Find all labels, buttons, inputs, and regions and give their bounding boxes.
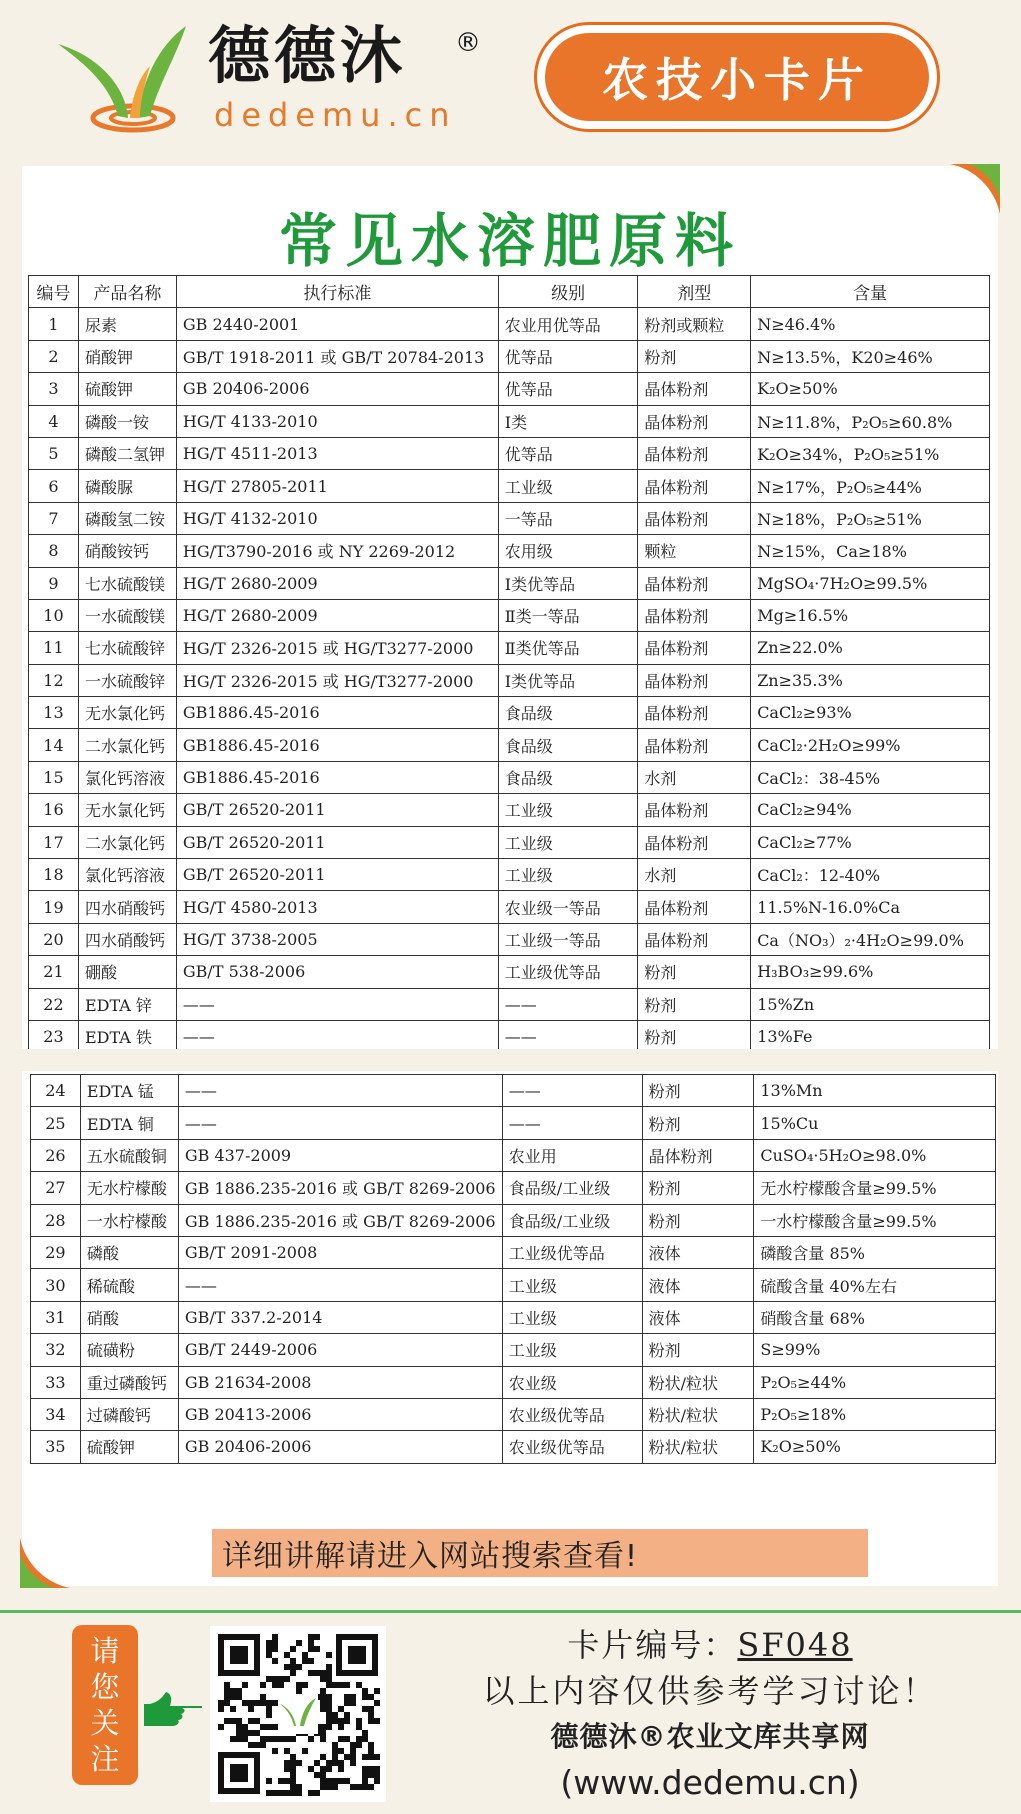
cell-form: 晶体粉剂	[638, 405, 751, 437]
cell-form: 粉剂	[638, 956, 751, 988]
cell-number: 30	[31, 1269, 81, 1301]
site-url-link[interactable]: (www.dedemu.cn)	[560, 1763, 860, 1802]
cell-form: 粉剂或颗粒	[638, 308, 751, 340]
cell-form: 晶体粉剂	[638, 923, 751, 955]
cell-product: 二水氯化钙	[78, 826, 176, 858]
footer-info	[420, 1622, 1000, 1806]
cell-grade: Ⅰ类	[498, 405, 638, 437]
cell-product: EDTA 铁	[78, 1020, 176, 1052]
cell-grade: Ⅱ类一等品	[498, 599, 638, 631]
cell-number: 5	[29, 437, 79, 469]
cell-number: 6	[29, 470, 79, 502]
table-row	[29, 373, 990, 405]
cell-form: 液体	[642, 1301, 754, 1333]
cell-form: 晶体粉剂	[638, 794, 751, 826]
cell-number: 12	[29, 664, 79, 696]
cell-grade: 农业级优等品	[502, 1398, 642, 1430]
table-header-row	[29, 276, 990, 308]
cell-standard: GB 2440-2001	[176, 308, 498, 340]
cell-grade: 食品级	[498, 761, 638, 793]
cell-number: 33	[31, 1366, 81, 1398]
cell-product: 磷酸脲	[78, 470, 176, 502]
qr-code-icon[interactable]	[210, 1626, 386, 1802]
cell-content: 11.5%N-16.0%Ca	[751, 891, 990, 923]
table-row	[29, 794, 990, 826]
cell-number: 25	[31, 1107, 81, 1139]
cell-form: 水剂	[638, 761, 751, 793]
footer-divider	[0, 1610, 1021, 1613]
cell-content: 13%Fe	[751, 1020, 990, 1052]
table-row	[29, 859, 990, 891]
cell-grade: 工业级	[502, 1301, 642, 1333]
cell-content: CaCl₂：38-45%	[751, 761, 990, 793]
cell-standard: HG/T 4580-2013	[176, 891, 498, 923]
cell-number: 16	[29, 794, 79, 826]
cell-content: 磷酸含量 85%	[754, 1236, 996, 1268]
cell-product: 硼酸	[78, 956, 176, 988]
cell-grade: 工业级优等品	[498, 956, 638, 988]
cell-number: 1	[29, 308, 79, 340]
cell-product: EDTA 锰	[80, 1075, 178, 1107]
cell-product: 无水氯化钙	[78, 697, 176, 729]
table-row	[31, 1269, 996, 1301]
cell-product: EDTA 锌	[78, 988, 176, 1020]
header	[0, 0, 1021, 150]
cell-product: 七水硫酸锌	[78, 632, 176, 664]
cell-content: 15%Cu	[754, 1107, 996, 1139]
cell-standard: GB 21634-2008	[178, 1366, 502, 1398]
cell-form: 晶体粉剂	[638, 697, 751, 729]
cell-product: 七水硫酸镁	[78, 567, 176, 599]
cell-grade: 工业级	[498, 794, 638, 826]
cell-number: 17	[29, 826, 79, 858]
cell-standard: HG/T 2326-2015 或 HG/T3277-2000	[176, 664, 498, 696]
cell-standard: GB/T 1918-2011 或 GB/T 20784-2013	[176, 340, 498, 372]
cell-standard: GB/T 2449-2006	[178, 1334, 502, 1366]
table-row	[29, 405, 990, 437]
cell-standard: HG/T 4511-2013	[176, 437, 498, 469]
cell-standard: HG/T 2680-2009	[176, 567, 498, 599]
cell-number: 21	[29, 956, 79, 988]
cell-form: 粉剂	[642, 1075, 754, 1107]
cell-standard: GB/T 337.2-2014	[178, 1301, 502, 1333]
table-row	[29, 437, 990, 469]
cell-grade: 一等品	[498, 502, 638, 534]
cell-standard: HG/T 4133-2010	[176, 405, 498, 437]
cell-number: 15	[29, 761, 79, 793]
table-row	[31, 1236, 996, 1268]
cell-number: 7	[29, 502, 79, 534]
cell-standard: GB/T 26520-2011	[176, 794, 498, 826]
table-row	[29, 599, 990, 631]
cell-number: 14	[29, 729, 79, 761]
cell-standard: GB 1886.235-2016 或 GB/T 8269-2006	[178, 1172, 502, 1204]
cell-form: 晶体粉剂	[638, 502, 751, 534]
cell-standard: HG/T 2326-2015 或 HG/T3277-2000	[176, 632, 498, 664]
cell-grade: 工业级	[502, 1334, 642, 1366]
col-header-standard: 执行标准	[176, 276, 498, 308]
cell-standard: HG/T 27805-2011	[176, 470, 498, 502]
cell-content: N≥46.4%	[751, 308, 990, 340]
col-header-grade: 级别	[498, 276, 638, 308]
cell-grade: 工业级一等品	[498, 923, 638, 955]
cell-content: N≥17%，P₂O₅≥44%	[751, 470, 990, 502]
cell-number: 35	[31, 1431, 81, 1463]
cell-content: 15%Zn	[751, 988, 990, 1020]
cell-grade: 工业级	[498, 859, 638, 891]
col-header-content: 含量	[751, 276, 990, 308]
table-row	[29, 664, 990, 696]
cell-form: 粉剂	[638, 988, 751, 1020]
cell-form: 晶体粉剂	[638, 632, 751, 664]
cell-number: 29	[31, 1236, 81, 1268]
table-row	[31, 1139, 996, 1171]
cell-grade: 农用级	[498, 535, 638, 567]
cell-form: 粉剂	[642, 1204, 754, 1236]
cell-product: 氯化钙溶液	[78, 761, 176, 793]
follow-char: 请	[90, 1634, 120, 1668]
table-row	[29, 632, 990, 664]
cell-number: 31	[31, 1301, 81, 1333]
site-name: 德德沐®农业文库共享网	[550, 1720, 870, 1753]
cell-form: 粉剂	[642, 1334, 754, 1366]
card-code-label: 卡片编号：	[567, 1626, 738, 1664]
cell-standard: GB/T 26520-2011	[176, 859, 498, 891]
cell-form: 晶体粉剂	[638, 437, 751, 469]
table-row	[31, 1204, 996, 1236]
table-row	[31, 1431, 996, 1463]
cell-product: 四水硝酸钙	[78, 891, 176, 923]
cell-product: 无水氯化钙	[78, 794, 176, 826]
cell-standard: GB/T 2091-2008	[178, 1236, 502, 1268]
cell-content: Zn≥22.0%	[751, 632, 990, 664]
cell-content: K₂O≥50%	[754, 1431, 996, 1463]
cell-grade: 农业级	[502, 1366, 642, 1398]
follow-char: 关	[90, 1706, 120, 1740]
cell-content: K₂O≥34%，P₂O₅≥51%	[751, 437, 990, 469]
card-type-label: 农技小卡片	[545, 33, 929, 121]
table-row	[31, 1334, 996, 1366]
cell-product: EDTA 铜	[80, 1107, 178, 1139]
cell-content: 硝酸含量 68%	[754, 1301, 996, 1333]
cell-grade: 优等品	[498, 340, 638, 372]
cell-standard: ——	[176, 1020, 498, 1052]
cell-grade: ——	[498, 1020, 638, 1052]
table-row	[29, 923, 990, 955]
notice-banner: 详细讲解请进入网站搜索查看!	[212, 1529, 868, 1577]
cell-standard: GB1886.45-2016	[176, 761, 498, 793]
cell-standard: GB1886.45-2016	[176, 729, 498, 761]
cell-product: 二水氯化钙	[78, 729, 176, 761]
cell-standard: GB/T 538-2006	[176, 956, 498, 988]
cell-number: 19	[29, 891, 79, 923]
cell-standard: GB/T 26520-2011	[176, 826, 498, 858]
cell-form: 粉剂	[642, 1172, 754, 1204]
cell-product: 硝酸	[80, 1301, 178, 1333]
cell-content: CaCl₂≥94%	[751, 794, 990, 826]
cell-number: 26	[31, 1139, 81, 1171]
table-row	[31, 1366, 996, 1398]
cell-product: 四水硝酸钙	[78, 923, 176, 955]
page-title: 常见水溶肥原料	[278, 207, 741, 275]
cell-product: 磷酸二氢钾	[78, 437, 176, 469]
cell-form: 液体	[642, 1236, 754, 1268]
cell-form: 晶体粉剂	[638, 891, 751, 923]
cell-content: K₂O≥50%	[751, 373, 990, 405]
cell-grade: 农业级一等品	[498, 891, 638, 923]
col-header-number: 编号	[29, 276, 79, 308]
table-page-break	[22, 1049, 998, 1071]
cell-product: 硝酸铵钙	[78, 535, 176, 567]
cell-standard: HG/T3790-2016 或 NY 2269-2012	[176, 535, 498, 567]
table-row	[29, 308, 990, 340]
cell-product: 五水硫酸铜	[80, 1139, 178, 1171]
cell-product: 一水硫酸镁	[78, 599, 176, 631]
cell-content: H₃BO₃≥99.6%	[751, 956, 990, 988]
cell-product: 硝酸钾	[78, 340, 176, 372]
cell-number: 4	[29, 405, 79, 437]
cell-content: 硫酸含量 40%左右	[754, 1269, 996, 1301]
cell-grade: 工业级	[498, 470, 638, 502]
cell-form: 晶体粉剂	[638, 826, 751, 858]
materials-table-continued	[30, 1074, 996, 1464]
cell-form: 粉状/粒状	[642, 1366, 754, 1398]
cell-grade: 工业级优等品	[502, 1236, 642, 1268]
cell-content: CaCl₂≥93%	[751, 697, 990, 729]
cell-product: 无水柠檬酸	[80, 1172, 178, 1204]
cell-content: Ca（NO₃）₂·4H₂O≥99.0%	[751, 923, 990, 955]
cell-standard: GB 20406-2006	[178, 1431, 502, 1463]
cell-standard: HG/T 4132-2010	[176, 502, 498, 534]
cell-form: 晶体粉剂	[638, 373, 751, 405]
cell-grade: 农业级优等品	[502, 1431, 642, 1463]
cell-product: 重过磷酸钙	[80, 1366, 178, 1398]
cell-product: 磷酸	[80, 1236, 178, 1268]
corner-decoration-icon	[20, 1538, 70, 1588]
cell-product: 磷酸一铵	[78, 405, 176, 437]
cell-number: 11	[29, 632, 79, 664]
brand-registered-mark: ®	[455, 28, 481, 58]
table-row	[29, 891, 990, 923]
cell-form: 粉剂	[638, 1020, 751, 1052]
cell-product: 硫酸钾	[80, 1431, 178, 1463]
cell-form: 晶体粉剂	[638, 729, 751, 761]
cell-number: 13	[29, 697, 79, 729]
cell-number: 20	[29, 923, 79, 955]
cell-grade: 工业级	[498, 826, 638, 858]
cell-product: 磷酸氢二铵	[78, 502, 176, 534]
cell-form: 晶体粉剂	[642, 1139, 754, 1171]
cell-grade: 食品级	[498, 729, 638, 761]
cell-number: 22	[29, 988, 79, 1020]
cell-form: 晶体粉剂	[638, 567, 751, 599]
table-row	[29, 761, 990, 793]
cell-content: 无水柠檬酸含量≥99.5%	[754, 1172, 996, 1204]
table-row	[31, 1398, 996, 1430]
cell-standard: ——	[176, 988, 498, 1020]
cell-grade: Ⅱ类优等品	[498, 632, 638, 664]
cell-content: N≥15%，Ca≥18%	[751, 535, 990, 567]
table-row	[31, 1107, 996, 1139]
cell-content: Mg≥16.5%	[751, 599, 990, 631]
cell-content: N≥18%，P₂O₅≥51%	[751, 502, 990, 534]
cell-product: 氯化钙溶液	[78, 859, 176, 891]
table-row	[29, 729, 990, 761]
cell-standard: ——	[178, 1269, 502, 1301]
cell-grade: 食品级	[498, 697, 638, 729]
cell-form: 晶体粉剂	[638, 470, 751, 502]
table-row	[29, 470, 990, 502]
cell-form: 液体	[642, 1269, 754, 1301]
cell-grade: Ⅰ类优等品	[498, 664, 638, 696]
cell-standard: ——	[178, 1107, 502, 1139]
table-row	[29, 535, 990, 567]
cell-form: 粉状/粒状	[642, 1431, 754, 1463]
cell-product: 硫磺粉	[80, 1334, 178, 1366]
card-code: SF048	[737, 1626, 853, 1664]
cell-number: 32	[31, 1334, 81, 1366]
cell-standard: HG/T 2680-2009	[176, 599, 498, 631]
cell-grade: 优等品	[498, 373, 638, 405]
cell-content: CuSO₄·5H₂O≥98.0%	[754, 1139, 996, 1171]
cell-form: 粉状/粒状	[642, 1398, 754, 1430]
cell-content: N≥11.8%，P₂O₅≥60.8%	[751, 405, 990, 437]
cell-product: 稀硫酸	[80, 1269, 178, 1301]
cell-number: 2	[29, 340, 79, 372]
cell-content: N≥13.5%，K20≥46%	[751, 340, 990, 372]
cell-standard: GB 437-2009	[178, 1139, 502, 1171]
cell-content: Zn≥35.3%	[751, 664, 990, 696]
cell-grade: 农业用	[502, 1139, 642, 1171]
cell-grade: 优等品	[498, 437, 638, 469]
cell-number: 23	[29, 1020, 79, 1052]
table-row	[29, 988, 990, 1020]
cell-product: 一水柠檬酸	[80, 1204, 178, 1236]
table-row	[29, 826, 990, 858]
cell-grade: 农业用优等品	[498, 308, 638, 340]
cell-grade: ——	[502, 1107, 642, 1139]
cell-number: 27	[31, 1172, 81, 1204]
leaf-logo-icon	[58, 26, 208, 136]
brand-domain: dedemu.cn	[214, 96, 457, 134]
cell-content: MgSO₄·7H₂O≥99.5%	[751, 567, 990, 599]
brand-name: 德德沐	[208, 19, 407, 92]
cell-product: 一水硫酸锌	[78, 664, 176, 696]
cell-content: CaCl₂≥77%	[751, 826, 990, 858]
table-row	[29, 956, 990, 988]
col-header-product: 产品名称	[78, 276, 176, 308]
cell-standard: GB 20406-2006	[176, 373, 498, 405]
table-row	[31, 1075, 996, 1107]
cell-form: 晶体粉剂	[638, 664, 751, 696]
table-row	[31, 1172, 996, 1204]
cell-content: 一水柠檬酸含量≥99.5%	[754, 1204, 996, 1236]
cell-form: 粉剂	[642, 1107, 754, 1139]
cell-form: 颗粒	[638, 535, 751, 567]
cell-form: 晶体粉剂	[638, 599, 751, 631]
cell-standard: GB 20413-2006	[178, 1398, 502, 1430]
card-code-line	[420, 1622, 1000, 1668]
card-type-badge	[534, 22, 940, 132]
cell-number: 28	[31, 1204, 81, 1236]
cell-number: 18	[29, 859, 79, 891]
cell-number: 3	[29, 373, 79, 405]
cell-number: 10	[29, 599, 79, 631]
cell-content: P₂O₅≥18%	[754, 1398, 996, 1430]
cell-content: P₂O₅≥44%	[754, 1366, 996, 1398]
cell-standard: ——	[178, 1075, 502, 1107]
cell-number: 9	[29, 567, 79, 599]
follow-badge	[72, 1625, 138, 1785]
cell-grade: Ⅰ类优等品	[498, 567, 638, 599]
materials-table	[28, 275, 990, 1053]
cell-number: 8	[29, 535, 79, 567]
cell-standard: GB 1886.235-2016 或 GB/T 8269-2006	[178, 1204, 502, 1236]
follow-char: 注	[90, 1742, 120, 1776]
cell-product: 尿素	[78, 308, 176, 340]
cell-content: S≥99%	[754, 1334, 996, 1366]
cell-content: CaCl₂·2H₂O≥99%	[751, 729, 990, 761]
disclaimer: 以上内容仅供参考学习讨论！	[482, 1672, 938, 1710]
cell-form: 粉剂	[638, 340, 751, 372]
table-row	[29, 340, 990, 372]
cell-grade: 食品级/工业级	[502, 1204, 642, 1236]
cell-grade: ——	[498, 988, 638, 1020]
col-header-form: 剂型	[638, 276, 751, 308]
table-row	[29, 567, 990, 599]
cell-grade: ——	[502, 1075, 642, 1107]
cell-product: 硫酸钾	[78, 373, 176, 405]
table-row	[31, 1301, 996, 1333]
follow-char: 您	[90, 1670, 120, 1704]
table-row	[29, 502, 990, 534]
cell-standard: HG/T 3738-2005	[176, 923, 498, 955]
content-card	[22, 166, 998, 1586]
cell-number: 34	[31, 1398, 81, 1430]
cell-content: CaCl₂：12-40%	[751, 859, 990, 891]
pointing-hand-icon	[142, 1690, 204, 1730]
cell-content: 13%Mn	[754, 1075, 996, 1107]
cell-number: 24	[31, 1075, 81, 1107]
cell-grade: 工业级	[502, 1269, 642, 1301]
cell-form: 水剂	[638, 859, 751, 891]
cell-product: 过磷酸钙	[80, 1398, 178, 1430]
cell-standard: GB1886.45-2016	[176, 697, 498, 729]
table-row	[29, 697, 990, 729]
cell-grade: 食品级/工业级	[502, 1172, 642, 1204]
